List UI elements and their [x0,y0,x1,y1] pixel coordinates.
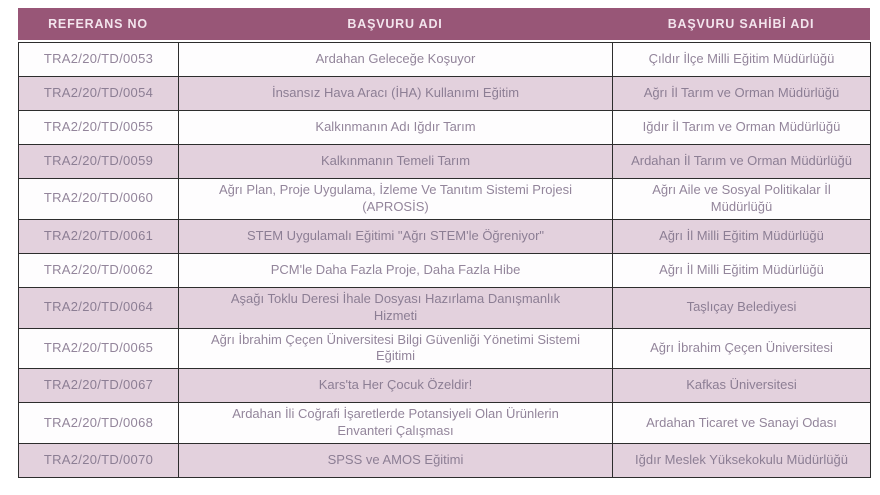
cell-basvuru-sahibi-adi: Ağrı İl Tarım ve Orman Müdürlüğü [613,77,871,111]
table-body [19,43,871,478]
table-row [19,403,871,444]
cell-referans-no: TRA2/20/TD/0068 [19,403,179,444]
cell-basvuru-adi: İnsansız Hava Aracı (İHA) Kullanımı Eğitim [179,77,613,111]
cell-basvuru-sahibi-adi: Taşlıçay Belediyesi [613,287,871,328]
cell-referans-no: TRA2/20/TD/0067 [19,369,179,403]
column-header-referans-no: REFERANS NO [48,17,148,31]
cell-basvuru-adi: PCM'le Daha Fazla Proje, Daha Fazla Hibe [179,253,613,287]
table-row [19,77,871,111]
column-header-basvuru-sahibi-adi: BAŞVURU SAHİBİ ADI [667,17,815,31]
table-row [19,111,871,145]
cell-referans-no: TRA2/20/TD/0065 [19,328,179,369]
cell-basvuru-sahibi-adi: Ağrı İbrahim Çeçen Üniversitesi [613,328,871,369]
cell-referans-no: TRA2/20/TD/0054 [19,77,179,111]
cell-basvuru-sahibi-adi: Ağrı Aile ve Sosyal Politikalar İl Müdürlüğü [613,179,871,220]
cell-basvuru-adi: Ağrı İbrahim Çeçen Üniversitesi Bilgi Güvenliği Yönetimi Sistemi Eğitimi [179,328,613,369]
cell-basvuru-adi: Ardahan Geleceğe Koşuyor [179,43,613,77]
table-row [19,253,871,287]
cell-basvuru-adi: Ardahan İli Coğrafi İşaretlerde Potansiyeli Olan Ürünlerin Envanteri Çalışması [179,403,613,444]
cell-basvuru-sahibi-adi: Ardahan İl Tarım ve Orman Müdürlüğü [613,145,871,179]
table-row [19,179,871,220]
cell-basvuru-sahibi-adi: Ağrı İl Milli Eğitim Müdürlüğü [613,219,871,253]
cell-basvuru-sahibi-adi: Ağrı İl Milli Eğitim Müdürlüğü [613,253,871,287]
cell-basvuru-sahibi-adi: Ardahan Ticaret ve Sanayi Odası [613,403,871,444]
table-row [19,43,871,77]
cell-basvuru-adi: Aşağı Toklu Deresi İhale Dosyası Hazırlama Danışmanlık Hizmeti [179,287,613,328]
cell-referans-no: TRA2/20/TD/0070 [19,444,179,478]
column-header-basvuru-adi: BAŞVURU ADI [347,17,443,31]
table-row [19,328,871,369]
table-row [19,444,871,478]
cell-basvuru-adi: Kalkınmanın Temeli Tarım [179,145,613,179]
cell-basvuru-adi: Kalkınmanın Adı Iğdır Tarım [179,111,613,145]
cell-referans-no: TRA2/20/TD/0059 [19,145,179,179]
cell-basvuru-adi: SPSS ve AMOS Eğitimi [179,444,613,478]
cell-referans-no: TRA2/20/TD/0064 [19,287,179,328]
cell-referans-no: TRA2/20/TD/0053 [19,43,179,77]
cell-basvuru-adi: Kars'ta Her Çocuk Özeldir! [179,369,613,403]
table-row [19,369,871,403]
cell-referans-no: TRA2/20/TD/0055 [19,111,179,145]
applications-table [18,8,870,478]
cell-basvuru-sahibi-adi: Iğdır Meslek Yüksekokulu Müdürlüğü [613,444,871,478]
table-header-row [18,8,870,40]
cell-basvuru-sahibi-adi: Kafkas Üniversitesi [613,369,871,403]
cell-basvuru-adi: STEM Uygulamalı Eğitimi "Ağrı STEM'le Öğreniyor" [179,219,613,253]
table-row [19,219,871,253]
table-grid [18,42,871,478]
table-row [19,145,871,179]
cell-referans-no: TRA2/20/TD/0061 [19,219,179,253]
cell-referans-no: TRA2/20/TD/0062 [19,253,179,287]
cell-basvuru-sahibi-adi: Çıldır İlçe Milli Eğitim Müdürlüğü [613,43,871,77]
cell-basvuru-adi: Ağrı Plan, Proje Uygulama, İzleme Ve Tanıtım Sistemi Projesi (APROSİS) [179,179,613,220]
table-row [19,287,871,328]
cell-basvuru-sahibi-adi: Iğdır İl Tarım ve Orman Müdürlüğü [613,111,871,145]
cell-referans-no: TRA2/20/TD/0060 [19,179,179,220]
